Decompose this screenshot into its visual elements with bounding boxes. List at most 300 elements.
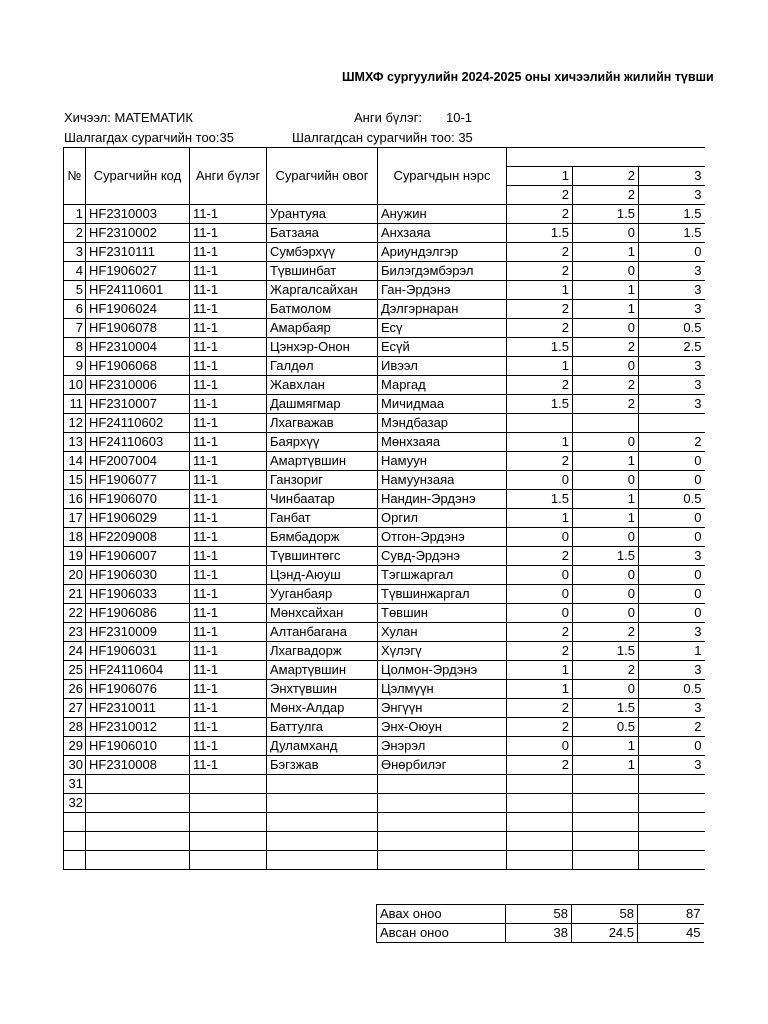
student-class: 11-1	[190, 528, 267, 547]
score-cell: 3	[639, 376, 705, 395]
empty-row	[64, 851, 705, 870]
student-name: Хүлэгү	[378, 642, 507, 661]
row-number: 27	[64, 699, 86, 718]
student-name: Түвшинжаргал	[378, 585, 507, 604]
empty-row	[64, 832, 705, 851]
score-cell: 1.5	[507, 395, 573, 414]
score-cell: 1.5	[507, 338, 573, 357]
empty-row	[64, 813, 705, 832]
empty-cell	[86, 813, 190, 832]
row-number: 31	[64, 775, 86, 794]
student-class: 11-1	[190, 756, 267, 775]
score-cell: 0	[573, 357, 639, 376]
row-number: 26	[64, 680, 86, 699]
student-code: HF2310111	[86, 243, 190, 262]
row-number: 6	[64, 300, 86, 319]
table-row	[64, 680, 705, 699]
student-class: 11-1	[190, 395, 267, 414]
student-class: 11-1	[190, 642, 267, 661]
row-number: 13	[64, 433, 86, 452]
table-row	[64, 661, 705, 680]
score-cell: 0	[639, 471, 705, 490]
student-class: 11-1	[190, 338, 267, 357]
score-cell: 0.5	[639, 680, 705, 699]
row-number	[64, 813, 86, 832]
table-row	[64, 338, 705, 357]
student-class: 11-1	[190, 224, 267, 243]
score-cell: 3	[639, 547, 705, 566]
row-number: 4	[64, 262, 86, 281]
score-cell: 1.5	[573, 642, 639, 661]
score-cell: 0	[573, 585, 639, 604]
student-name: Ган-Эрдэнэ	[378, 281, 507, 300]
row-number: 15	[64, 471, 86, 490]
student-class: 11-1	[190, 509, 267, 528]
score-cell: 2	[507, 319, 573, 338]
student-code: HF24110603	[86, 433, 190, 452]
totals-value: 45	[638, 924, 704, 943]
score-cell: 0	[507, 585, 573, 604]
student-surname: Батзаяа	[267, 224, 378, 243]
score-cell: 2	[639, 718, 705, 737]
table-row	[64, 471, 705, 490]
score-cell: 2	[507, 205, 573, 224]
student-name: Ариундэлгэр	[378, 243, 507, 262]
total-students-label: Шалгагдах сурагчийн тоо:35	[64, 130, 234, 145]
score-cell: 0	[573, 319, 639, 338]
student-surname: Дуламханд	[267, 737, 378, 756]
table-row	[64, 452, 705, 471]
student-surname: Түвшинтөгс	[267, 547, 378, 566]
student-name: Цолмон-Эрдэнэ	[378, 661, 507, 680]
table-row	[64, 262, 705, 281]
student-code: HF1906030	[86, 566, 190, 585]
score-cell: 1	[507, 433, 573, 452]
totals-value: 58	[572, 905, 638, 924]
student-class: 11-1	[190, 718, 267, 737]
empty-cell	[573, 775, 639, 794]
student-name: Өнөрбилэг	[378, 756, 507, 775]
student-name: Дэлгэрнаран	[378, 300, 507, 319]
row-number: 24	[64, 642, 86, 661]
report-title: ШМХФ сургуулийн 2024-2025 оны хичээлийн жилийн түвши	[342, 70, 714, 84]
empty-row	[64, 794, 705, 813]
table-row	[64, 224, 705, 243]
student-class: 11-1	[190, 737, 267, 756]
student-code: HF2310003	[86, 205, 190, 224]
student-name: Хулан	[378, 623, 507, 642]
student-name: Оргил	[378, 509, 507, 528]
totals-value: 58	[506, 905, 572, 924]
student-code: HF1906086	[86, 604, 190, 623]
student-name: Есү	[378, 319, 507, 338]
table-row	[64, 376, 705, 395]
max-point: 2	[507, 186, 573, 205]
score-cell: 0	[573, 528, 639, 547]
score-cell: 2	[507, 300, 573, 319]
score-cell: 0	[639, 509, 705, 528]
score-cell: 0	[573, 262, 639, 281]
row-number: 10	[64, 376, 86, 395]
score-cell: 0	[639, 604, 705, 623]
student-name: Энх-Оюун	[378, 718, 507, 737]
student-code: HF2310002	[86, 224, 190, 243]
empty-cell	[507, 851, 573, 870]
student-name: Отгон-Эрдэнэ	[378, 528, 507, 547]
student-surname: Амартүвшин	[267, 452, 378, 471]
student-code: HF2310006	[86, 376, 190, 395]
empty-cell	[573, 832, 639, 851]
empty-cell	[639, 794, 705, 813]
score-cell: 3	[639, 623, 705, 642]
score-cell	[573, 414, 639, 433]
score-cell: 0	[573, 680, 639, 699]
score-cell: 2	[573, 623, 639, 642]
student-surname: Батмолом	[267, 300, 378, 319]
row-number: 20	[64, 566, 86, 585]
student-name: Энгүүн	[378, 699, 507, 718]
score-cell: 3	[639, 661, 705, 680]
student-surname: Дашмягмар	[267, 395, 378, 414]
student-surname: Алтанбагана	[267, 623, 378, 642]
student-code: HF1906077	[86, 471, 190, 490]
row-number: 29	[64, 737, 86, 756]
score-cell: 2	[507, 262, 573, 281]
score-cell: 2	[507, 623, 573, 642]
student-code: HF1906068	[86, 357, 190, 376]
student-code: HF2310007	[86, 395, 190, 414]
totals-table	[376, 904, 704, 943]
score-cell: 3	[639, 300, 705, 319]
empty-cell	[573, 813, 639, 832]
score-cell: 0	[507, 737, 573, 756]
score-cell: 0	[573, 433, 639, 452]
score-cell: 1.5	[507, 224, 573, 243]
student-class: 11-1	[190, 414, 267, 433]
empty-cell	[190, 813, 267, 832]
score-cell: 0	[639, 528, 705, 547]
table-row	[64, 585, 705, 604]
score-cell: 3	[639, 756, 705, 775]
table-row	[64, 547, 705, 566]
empty-cell	[378, 775, 507, 794]
row-number: 22	[64, 604, 86, 623]
task-number: 3	[639, 167, 705, 186]
row-number: 17	[64, 509, 86, 528]
row-number: 1	[64, 205, 86, 224]
student-name: Мэндбазар	[378, 414, 507, 433]
table-row	[64, 300, 705, 319]
score-cell: 0	[639, 452, 705, 471]
empty-cell	[190, 794, 267, 813]
student-code: HF2310012	[86, 718, 190, 737]
student-code: HF1906010	[86, 737, 190, 756]
student-surname: Лхагважав	[267, 414, 378, 433]
header-row-top	[64, 148, 705, 167]
totals-value: 87	[638, 905, 704, 924]
task-number: 2	[573, 167, 639, 186]
student-code: HF2310011	[86, 699, 190, 718]
score-cell: 2	[507, 718, 573, 737]
score-cell: 2	[507, 452, 573, 471]
table-row	[64, 433, 705, 452]
task-number: 1	[507, 167, 573, 186]
empty-cell	[86, 775, 190, 794]
student-class: 11-1	[190, 357, 267, 376]
student-class: 11-1	[190, 205, 267, 224]
student-surname: Ганзориг	[267, 471, 378, 490]
row-number: 30	[64, 756, 86, 775]
header-tasks-group	[507, 148, 705, 167]
score-cell: 1	[507, 680, 573, 699]
score-cell: 1.5	[573, 547, 639, 566]
empty-cell	[378, 794, 507, 813]
header-class: Анги бүлэг	[190, 148, 267, 205]
student-code: HF1906027	[86, 262, 190, 281]
empty-cell	[378, 813, 507, 832]
table-row	[64, 699, 705, 718]
student-code: HF1906078	[86, 319, 190, 338]
empty-cell	[639, 851, 705, 870]
student-name: Анхзаяа	[378, 224, 507, 243]
student-surname: Урантуяа	[267, 205, 378, 224]
score-cell: 0	[573, 604, 639, 623]
max-point: 3	[639, 186, 705, 205]
score-cell: 0	[507, 566, 573, 585]
student-code: HF1906029	[86, 509, 190, 528]
student-code: HF1906024	[86, 300, 190, 319]
student-code: HF1906070	[86, 490, 190, 509]
score-cell: 0	[639, 737, 705, 756]
totals-value: 38	[506, 924, 572, 943]
table-row	[64, 718, 705, 737]
row-number: 5	[64, 281, 86, 300]
student-class: 11-1	[190, 680, 267, 699]
score-cell: 0	[639, 566, 705, 585]
grades-table	[63, 147, 705, 870]
student-class: 11-1	[190, 585, 267, 604]
score-cell: 0	[639, 585, 705, 604]
totals-row	[377, 905, 704, 924]
student-surname: Энхтүвшин	[267, 680, 378, 699]
student-surname: Галдөл	[267, 357, 378, 376]
empty-cell	[86, 794, 190, 813]
student-class: 11-1	[190, 566, 267, 585]
score-cell: 3	[639, 262, 705, 281]
student-surname: Баттулга	[267, 718, 378, 737]
student-code: HF2310009	[86, 623, 190, 642]
student-surname: Жавхлан	[267, 376, 378, 395]
student-class: 11-1	[190, 699, 267, 718]
student-class: 11-1	[190, 376, 267, 395]
empty-cell	[190, 832, 267, 851]
student-class: 11-1	[190, 281, 267, 300]
tested-students-label: Шалгагдсан сурагчийн тоо: 35	[292, 130, 473, 145]
empty-cell	[573, 794, 639, 813]
student-name: Сувд-Эрдэнэ	[378, 547, 507, 566]
student-surname: Баярхүү	[267, 433, 378, 452]
score-cell: 1	[573, 737, 639, 756]
empty-cell	[639, 813, 705, 832]
student-class: 11-1	[190, 490, 267, 509]
score-cell: 2	[507, 699, 573, 718]
empty-cell	[639, 775, 705, 794]
student-class: 11-1	[190, 452, 267, 471]
empty-cell	[190, 851, 267, 870]
table-row	[64, 566, 705, 585]
table-row	[64, 528, 705, 547]
score-cell: 2	[507, 547, 573, 566]
score-cell: 2	[573, 395, 639, 414]
table-row	[64, 623, 705, 642]
student-code: HF2310004	[86, 338, 190, 357]
score-cell	[507, 414, 573, 433]
header-surname: Сурагчийн овог	[267, 148, 378, 205]
score-cell: 1	[573, 243, 639, 262]
student-name: Тэгшжаргал	[378, 566, 507, 585]
table-row	[64, 205, 705, 224]
student-name: Мичидмаа	[378, 395, 507, 414]
empty-cell	[86, 832, 190, 851]
student-name: Нандин-Эрдэнэ	[378, 490, 507, 509]
table-row	[64, 281, 705, 300]
empty-cell	[639, 832, 705, 851]
student-name: Ивээл	[378, 357, 507, 376]
score-cell: 0.5	[639, 490, 705, 509]
student-code: HF24110601	[86, 281, 190, 300]
score-cell: 3	[639, 357, 705, 376]
student-surname: Ганбат	[267, 509, 378, 528]
score-cell: 1	[573, 281, 639, 300]
score-cell: 1.5	[507, 490, 573, 509]
score-cell: 1	[573, 490, 639, 509]
score-cell: 2	[507, 376, 573, 395]
student-class: 11-1	[190, 661, 267, 680]
student-code: HF1906007	[86, 547, 190, 566]
student-surname: Цэнхэр-Онон	[267, 338, 378, 357]
row-number: 3	[64, 243, 86, 262]
score-cell: 1	[573, 300, 639, 319]
student-code: HF24110602	[86, 414, 190, 433]
score-cell: 1.5	[639, 224, 705, 243]
row-number: 7	[64, 319, 86, 338]
subject-label: Хичээл: МАТЕМАТИК	[64, 110, 193, 125]
row-number: 11	[64, 395, 86, 414]
table-row	[64, 642, 705, 661]
student-name: Намуунзаяа	[378, 471, 507, 490]
student-surname: Мөнх-Алдар	[267, 699, 378, 718]
empty-cell	[190, 775, 267, 794]
student-surname: Бямбадорж	[267, 528, 378, 547]
score-cell: 2	[507, 243, 573, 262]
score-cell: 1	[573, 509, 639, 528]
score-cell: 1.5	[639, 205, 705, 224]
score-cell: 1	[639, 642, 705, 661]
student-surname: Амарбаяр	[267, 319, 378, 338]
totals-row	[377, 924, 704, 943]
score-cell: 1.5	[573, 205, 639, 224]
student-name: Төвшин	[378, 604, 507, 623]
row-number: 14	[64, 452, 86, 471]
score-cell: 1.5	[573, 699, 639, 718]
header-name: Сурагчдын нэрс	[378, 148, 507, 205]
student-class: 11-1	[190, 300, 267, 319]
student-surname: Түвшинбат	[267, 262, 378, 281]
table-row	[64, 414, 705, 433]
score-cell: 0	[573, 224, 639, 243]
table-row	[64, 737, 705, 756]
empty-cell	[507, 813, 573, 832]
header-student-code: Сурагчийн код	[86, 148, 190, 205]
table-row	[64, 319, 705, 338]
student-name: Мөнхзаяа	[378, 433, 507, 452]
score-cell: 0	[639, 243, 705, 262]
score-cell: 2	[573, 661, 639, 680]
student-class: 11-1	[190, 471, 267, 490]
student-code: HF2007004	[86, 452, 190, 471]
empty-cell	[573, 851, 639, 870]
score-cell: 2	[639, 433, 705, 452]
student-class: 11-1	[190, 319, 267, 338]
table-row	[64, 243, 705, 262]
student-name: Энэрэл	[378, 737, 507, 756]
row-number: 19	[64, 547, 86, 566]
row-number: 2	[64, 224, 86, 243]
score-cell: 1	[573, 452, 639, 471]
student-surname: Ууганбаяр	[267, 585, 378, 604]
row-number: 8	[64, 338, 86, 357]
score-cell	[639, 414, 705, 433]
score-cell: 0.5	[573, 718, 639, 737]
row-number: 12	[64, 414, 86, 433]
table-row	[64, 490, 705, 509]
student-code: HF1906076	[86, 680, 190, 699]
table-row	[64, 395, 705, 414]
student-class: 11-1	[190, 243, 267, 262]
student-code: HF2310008	[86, 756, 190, 775]
student-name: Анужин	[378, 205, 507, 224]
header-no: №	[64, 148, 86, 205]
row-number: 23	[64, 623, 86, 642]
totals-label: Авсан оноо	[377, 924, 506, 943]
score-cell: 0	[507, 528, 573, 547]
score-cell: 0	[573, 471, 639, 490]
score-cell: 3	[639, 281, 705, 300]
score-cell: 0.5	[639, 319, 705, 338]
student-class: 11-1	[190, 433, 267, 452]
empty-cell	[507, 832, 573, 851]
score-cell: 0	[507, 604, 573, 623]
class-value: 10-1	[446, 110, 473, 125]
empty-cell	[267, 813, 378, 832]
student-surname: Лхагвадорж	[267, 642, 378, 661]
student-surname: Сумбэрхүү	[267, 243, 378, 262]
score-cell: 0	[507, 471, 573, 490]
row-number: 25	[64, 661, 86, 680]
empty-cell	[378, 832, 507, 851]
student-surname: Амартүвшин	[267, 661, 378, 680]
empty-cell	[267, 775, 378, 794]
score-cell: 1	[507, 357, 573, 376]
row-number: 28	[64, 718, 86, 737]
score-cell: 3	[639, 699, 705, 718]
empty-cell	[86, 851, 190, 870]
max-point: 2	[573, 186, 639, 205]
student-class: 11-1	[190, 547, 267, 566]
student-code: HF2209008	[86, 528, 190, 547]
row-number: 16	[64, 490, 86, 509]
row-number	[64, 832, 86, 851]
